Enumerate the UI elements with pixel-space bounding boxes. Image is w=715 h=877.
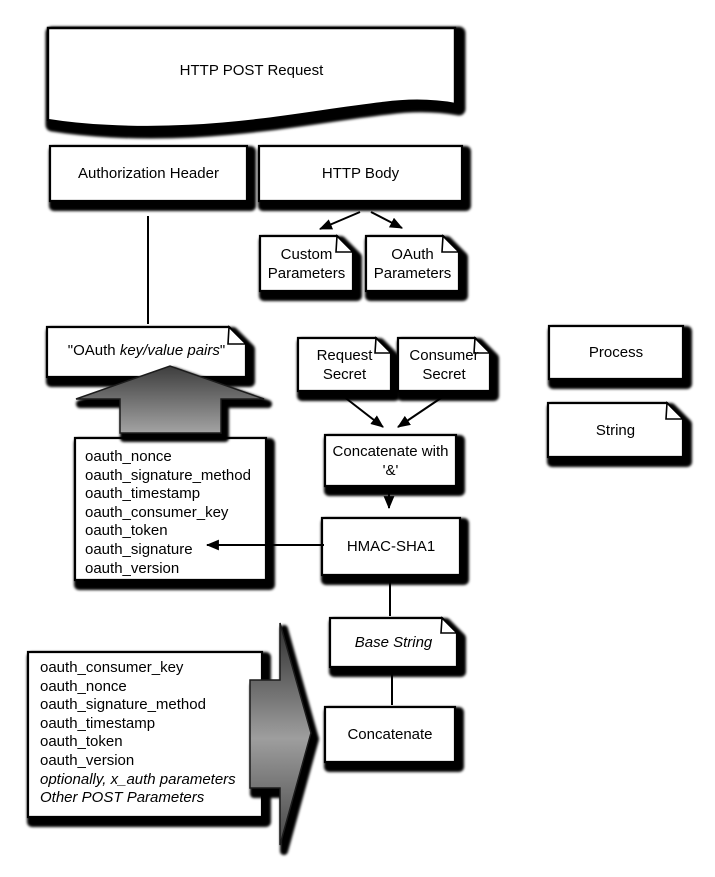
list-item: oauth_token <box>85 522 168 540</box>
node-concatenate-with-amp <box>325 435 456 486</box>
node-label: Process <box>588 344 644 361</box>
connector-body-to-oauthparams <box>371 212 402 228</box>
legend-string <box>548 403 683 457</box>
list-item: oauth_timestamp <box>40 714 156 732</box>
list-item: oauth_nonce <box>85 448 172 465</box>
connector-body-to-custom <box>320 212 360 229</box>
node-label: Base String <box>354 634 433 651</box>
base-string-params-list <box>40 659 255 808</box>
node-http-post-request <box>48 30 455 110</box>
list-item: oauth_token <box>40 733 123 751</box>
list-item: oauth_signature_method <box>85 466 251 484</box>
node-concatenate <box>325 707 455 762</box>
list-item: oauth_signature <box>85 540 193 558</box>
node-label: HTTP Body <box>321 165 400 182</box>
node-label: HMAC-SHA1 <box>346 538 436 555</box>
node-hmac-sha1 <box>322 518 460 575</box>
node-base-string <box>330 618 457 667</box>
node-label: Authorization Header <box>78 165 219 182</box>
kv-suffix: " <box>219 341 226 359</box>
kv-prefix: "OAuth <box>67 341 120 359</box>
list-item: oauth_version <box>85 559 180 577</box>
node-request-secret <box>298 338 391 391</box>
list-item: oauth_signature_method <box>40 696 206 714</box>
node-consumer-secret <box>398 338 490 391</box>
kv-italic: key/value pairs <box>119 341 220 359</box>
list-item: oauth_timestamp <box>85 485 201 503</box>
node-label-line2: '&' <box>382 461 399 479</box>
node-label: Consumer Secret <box>409 346 479 383</box>
node-label: String <box>595 421 636 439</box>
node-http-body <box>259 146 462 201</box>
list-item: Other POST Parameters <box>40 789 205 807</box>
oauth-header-params-list <box>85 448 263 578</box>
node-authorization-header <box>50 146 247 201</box>
list-item: oauth_version <box>40 751 135 769</box>
legend-process <box>549 326 683 379</box>
node-oauth-kv-note <box>47 327 246 373</box>
node-label: Concatenate <box>347 726 433 743</box>
node-label: Request Secret <box>316 346 373 383</box>
list-item: oauth_consumer_key <box>40 659 184 676</box>
node-label: Custom Parameters <box>267 245 346 282</box>
node-label: OAuth Parameters <box>373 245 452 282</box>
node-oauth-parameters <box>366 236 459 291</box>
node-label-line1: Concatenate with <box>332 442 449 460</box>
node-custom-parameters <box>260 236 353 291</box>
list-item: oauth_consumer_key <box>85 503 229 521</box>
list-item: optionally, x_auth parameters <box>40 770 236 788</box>
node-label: HTTP POST Request <box>179 61 324 79</box>
list-item: oauth_nonce <box>40 677 127 695</box>
